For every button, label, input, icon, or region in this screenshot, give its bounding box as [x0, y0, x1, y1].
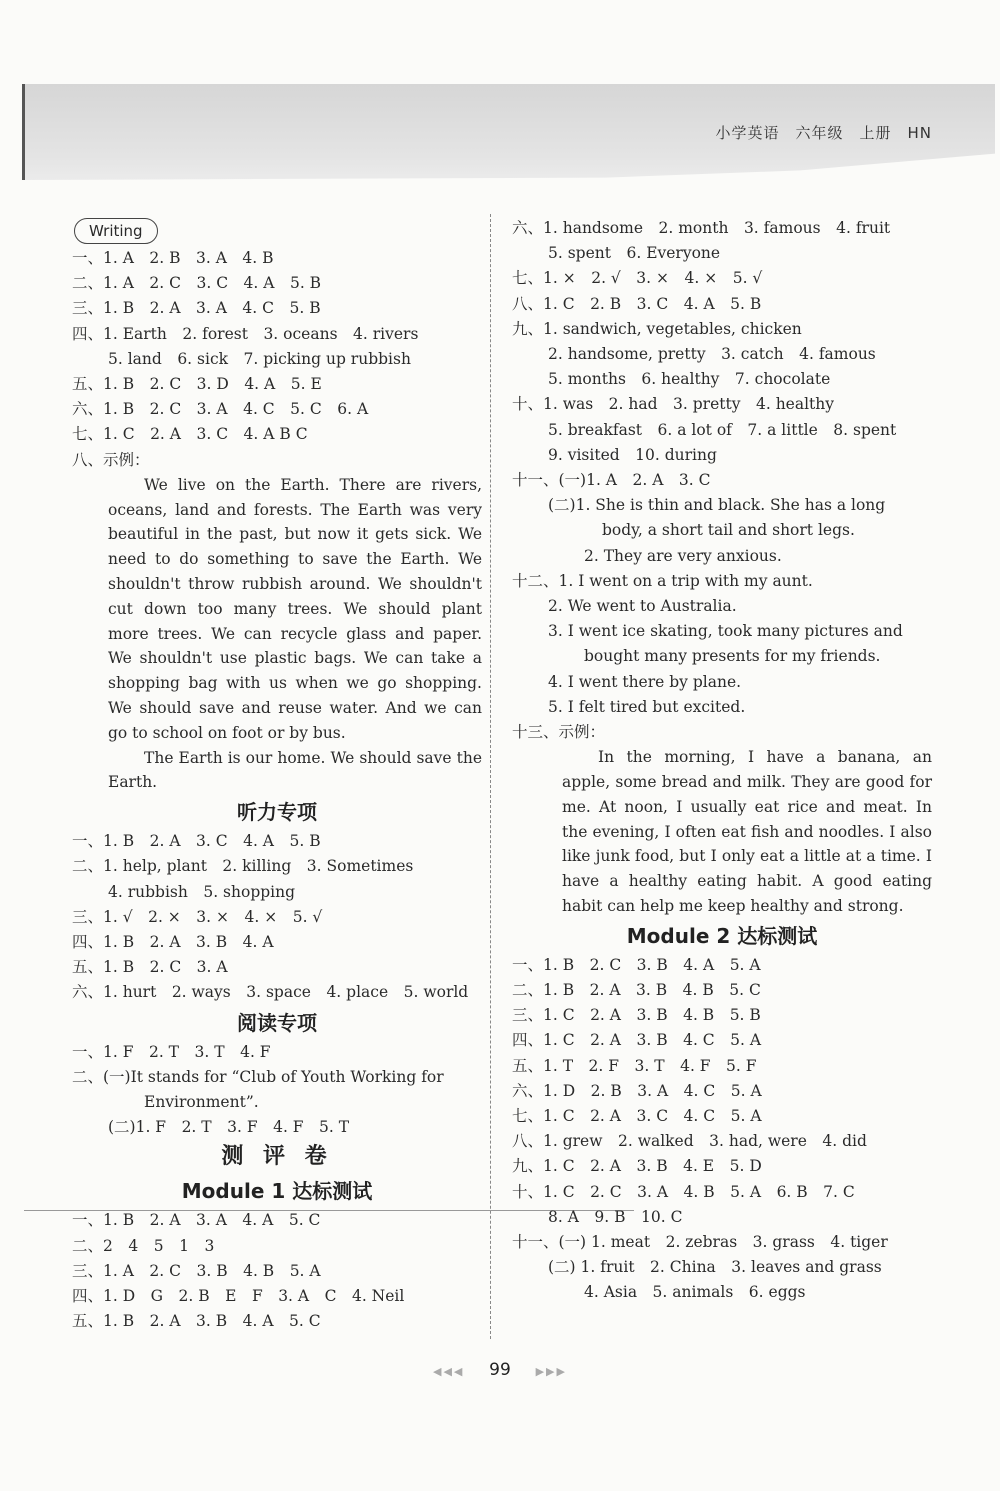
answer-line: 5. months 6. healthy 7. chocolate [548, 370, 831, 389]
answer-line: 2. We went to Australia. [548, 597, 737, 616]
answer-line: 十、1. C 2. C 3. A 4. B 5. A 6. B 7. C [512, 1182, 855, 1201]
right-column [512, 216, 932, 1306]
listening-title: 听力专项 [237, 800, 317, 825]
answer-line: 十一、(一)1. A 2. A 3. C [512, 471, 711, 490]
answer-line: 四、1. B 2. A 3. B 4. A [72, 933, 274, 951]
header-band [22, 84, 995, 204]
module1-answers [72, 1208, 482, 1334]
answer-line: 4. rubbish 5. shopping [108, 882, 296, 901]
column-divider [490, 214, 491, 1339]
answer-line: 五、1. B 2. A 3. B 4. A 5. C [72, 1312, 321, 1331]
module2-answers [512, 953, 932, 1306]
module1-continued-answers [512, 216, 932, 745]
answer-line: 六、1. hurt 2. ways 3. space 4. place 5. world [72, 983, 469, 1002]
reading-title: 阅读专项 [237, 1010, 317, 1035]
answer-line: 八、示例： [72, 450, 150, 469]
answer-line: 三、1. C 2. A 3. B 4. B 5. B [512, 1006, 761, 1025]
answer-line: 八、1. C 2. B 3. C 4. A 5. B [512, 294, 762, 313]
essay-paragraph: We live on the Earth. There are rivers, oceans, land and forests. The Earth was very beautiful in the past, but now it gets sick. We need to do something to save the Earth. We shouldn't throw rubbish around. We shouldn't cut down too many trees. We should plant more trees. We can recycle glass and paper. We shouldn't use plastic bags. We can take a shopping bag with us when we go shopping. We should save and reuse water. And we can go to school on foot or by bus. [108, 475, 482, 742]
answer-line: (二)1. She is thin and black. She has a long [548, 496, 886, 515]
answer-line: 六、1. handsome 2. month 3. famous 4. fruit [512, 219, 891, 237]
answer-line: 三、1. √ 2. × 3. × 4. × 5. √ [72, 907, 323, 926]
header-title: 小学英语 六年级 上册 HN [715, 124, 932, 142]
answer-line: 十、1. was 2. had 3. pretty 4. healthy [512, 395, 835, 414]
page-footer [0, 1360, 1000, 1380]
next-arrows-icon: ▶▶▶ [535, 1365, 567, 1378]
answer-line: 4. I went there by plane. [548, 672, 742, 691]
reading-answers [72, 1040, 482, 1141]
prev-arrows-icon: ◀◀◀ [433, 1365, 465, 1378]
answer-line: 五、1. T 2. F 3. T 4. F 5. F [512, 1056, 757, 1075]
writing-badge: Writing [74, 218, 158, 244]
answer-line: 5. spent 6. Everyone [548, 244, 721, 263]
answer-line: 四、1. Earth 2. forest 3. oceans 4. rivers [72, 324, 419, 343]
answer-line: 4. Asia 5. animals 6. eggs [584, 1283, 806, 1302]
answer-line: (二) 1. fruit 2. China 3. leaves and grass [548, 1258, 882, 1277]
answer-line: 十二、1. I went on a trip with my aunt. [512, 571, 813, 590]
module1-title: Module 1 达标测试 [181, 1179, 373, 1204]
listening-answers [72, 829, 482, 1005]
answer-line: 5. breakfast 6. a lot of 7. a little 8. spent [548, 420, 897, 439]
answer-line: 四、1. D G 2. B E F 3. A C 4. Neil [72, 1287, 405, 1306]
answer-line: 3. I went ice skating, took many pictures and [548, 622, 903, 641]
answer-line: 五、1. B 2. C 3. D 4. A 5. E [72, 375, 322, 394]
answer-line: 9. visited 10. during [548, 445, 717, 464]
answer-line: 十一、(一) 1. meat 2. zebras 3. grass 4. tiger [512, 1233, 888, 1252]
answer-line: 一、1. B 2. C 3. B 4. A 5. A [512, 955, 761, 974]
answer-line: 六、1. D 2. B 3. A 4. C 5. A [512, 1081, 762, 1100]
writing-answers [72, 246, 482, 473]
answer-line: Environment”. [144, 1093, 259, 1112]
answer-line: (二)1. F 2. T 3. F 4. F 5. T [108, 1118, 350, 1137]
answer-line: 七、1. C 2. A 3. C 4. A B C [72, 425, 308, 444]
module2-title: Module 2 达标测试 [626, 923, 818, 948]
answer-line: 2. They are very anxious. [584, 546, 782, 565]
answer-line: 一、1. B 2. A 3. A 4. A 5. C [72, 1211, 321, 1230]
answer-line: 一、1. F 2. T 3. T 4. F [72, 1042, 271, 1061]
answer-line: 七、1. C 2. A 3. C 4. C 5. A [512, 1107, 762, 1126]
answer-line: 二、(一)It stands for “Club of Youth Working for [72, 1067, 444, 1086]
essay-paragraph: In the morning, I have a banana, an apple, some bread and milk. They are good for me. At noon, I usually eat rice and meat. In the evening, I often eat fish and noodles. I also like junk food, but I only eat a little at a time. I have a healthy eating habit. A good eating habit can help me keep healthy and strong. [562, 748, 932, 916]
answer-line: 8. A 9. B 10. C [548, 1207, 683, 1226]
page-number: 99 [489, 1360, 511, 1380]
answer-line: 九、1. sandwich, vegetables, chicken [512, 319, 802, 338]
answer-line: bought many presents for my friends. [584, 647, 881, 666]
essay-paragraph: The Earth is our home. We should save the Earth. [108, 748, 482, 792]
answer-line: 二、2 4 5 1 3 [72, 1236, 215, 1255]
answer-line: 三、1. A 2. C 3. B 4. B 5. A [72, 1261, 321, 1280]
answer-line: 二、1. B 2. A 3. B 4. B 5. C [512, 981, 761, 1000]
left-column [72, 216, 482, 1334]
answer-line: 2. handsome, pretty 3. catch 4. famous [548, 345, 876, 364]
answer-line: 九、1. C 2. A 3. B 4. E 5. D [512, 1157, 762, 1176]
answer-line: 5. I felt tired but excited. [548, 697, 746, 716]
answer-line: 三、1. B 2. A 3. A 4. C 5. B [72, 299, 321, 318]
answer-line: 七、1. × 2. √ 3. × 4. × 5. √ [512, 269, 763, 288]
answer-line: 二、1. help, plant 2. killing 3. Sometimes [72, 857, 414, 876]
answer-line: 一、1. B 2. A 3. C 4. A 5. B [72, 832, 321, 851]
answer-line: 一、1. A 2. B 3. A 4. B [72, 249, 274, 267]
test-title: 测 评 卷 [221, 1144, 333, 1170]
answer-line: 十三、示例： [512, 723, 606, 742]
answer-line: 二、1. A 2. C 3. C 4. A 5. B [72, 274, 322, 293]
answer-line: 八、1. grew 2. walked 3. had, were 4. did [512, 1132, 867, 1151]
answer-line: 五、1. B 2. C 3. A [72, 958, 228, 977]
answer-line: 四、1. C 2. A 3. B 4. C 5. A [512, 1031, 762, 1050]
answer-line: body, a short tail and short legs. [602, 521, 855, 540]
answer-line: 5. land 6. sick 7. picking up rubbish [108, 349, 411, 368]
answer-line: 六、1. B 2. C 3. A 4. C 5. C 6. A [72, 400, 369, 419]
